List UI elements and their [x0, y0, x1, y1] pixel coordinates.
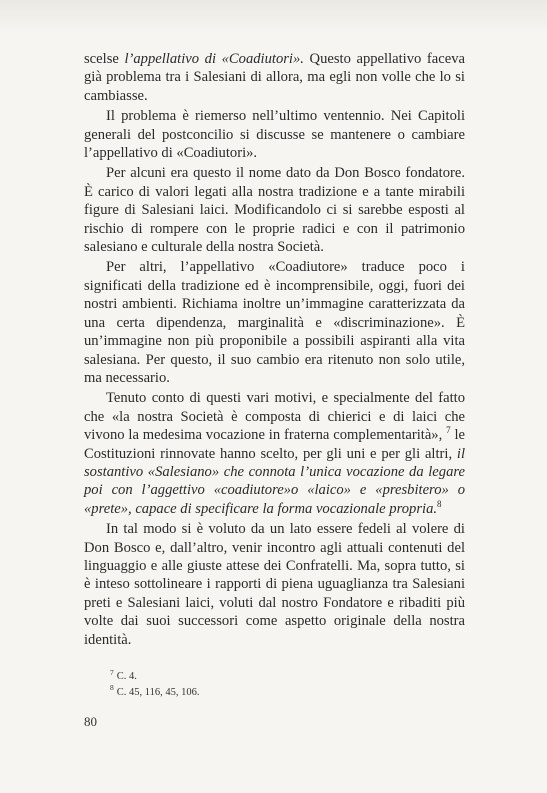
paragraph-6: In tal modo si è voluto da un lato essere fedeli al volere di Don Bosco e, dall’altro, venir incontro agli attuali contenuti del linguaggio e alle giuste attese dei Confratelli. Ma, sopra tutto, si è inteso sottolineare i rapporti di piena uguaglianza tra Salesiani preti e Salesiani laici, voluti dal nostro Fondatore e ribaditi più volte dai suoi successori come aspetto originale della nostra identità. — [84, 521, 465, 648]
footnote-number: 8 — [110, 683, 114, 692]
footnote-number: 7 — [110, 667, 114, 677]
paragraph-4: Per altri, l’appellativo «Coadiutore» traduce poco i significati della tradizione ed è incomprensibile, oggi, fuori dei nostri ambienti. Richiama inoltre un’immagine caratterizzata da una certa dipendenza, marginalità e «discriminazione». È un’immagine non più proponibile a possibili aspiranti alla vita salesiana. Per questo, il suo cambio era ritenuto non solo utile, ma necessario. — [84, 259, 465, 386]
italic-text: il sostantivo «Salesiano» che connota l’unica vocazione da legare poi con l’aggettivo «coadiutore»o «laico» e «presbitero» o «prete», capace di specificare la forma vocazionale propria. — [84, 445, 465, 517]
page-number: 80 — [84, 714, 97, 729]
paragraph-5 — [84, 389, 465, 518]
footnote-ref-7: 7 — [446, 425, 451, 436]
page-body — [84, 50, 465, 649]
footnotes — [110, 669, 410, 700]
paragraph-text: Tenuto conto di questi vari motivi, e specialmente del fatto che «la nostra Società è composta di chierici e di laici che vivono la medesima vocazione in fraterna complementarità», — [84, 390, 465, 444]
previous-page-bleed — [0, 0, 547, 34]
footnote-ref-8: 8 — [437, 498, 442, 509]
paragraph-text: le Costituzioni rinnovate hanno scelto, per gli uni e per gli altri, — [84, 427, 465, 462]
italic-text: l’appellativo di «Coadiutori». — [124, 51, 304, 67]
paragraph-text: scelse — [84, 51, 125, 67]
paragraph-2: Il problema è riemerso nell’ultimo ventennio. Nei Capitoli generali del postconcilio si discusse se mantenere o cambiare l’appellativo di «Coadiutori». — [84, 108, 465, 162]
footnote-text: C. 45, 116, 45, 106. — [116, 686, 200, 698]
footnote-8 — [110, 685, 410, 701]
footnote-7 — [110, 669, 410, 685]
footnote-text: C. 4. — [116, 671, 137, 682]
paragraph-1 — [84, 50, 465, 105]
paragraph-text: Questo appellativo faceva già problema tra i Salesiani di allora, ma egli non volle che lo si cambiasse. — [84, 51, 465, 104]
paragraph-3: Per alcuni era questo il nome dato da Don Bosco fondatore. È carico di valori legati alla nostra tradizione e a tante mirabili figure di Salesiani laici. Modificandolo ci si sarebbe esposti al rischio di rompere con le proprie radici e con il patrimonio salesiano e culturale della nostra Società. — [84, 165, 465, 256]
